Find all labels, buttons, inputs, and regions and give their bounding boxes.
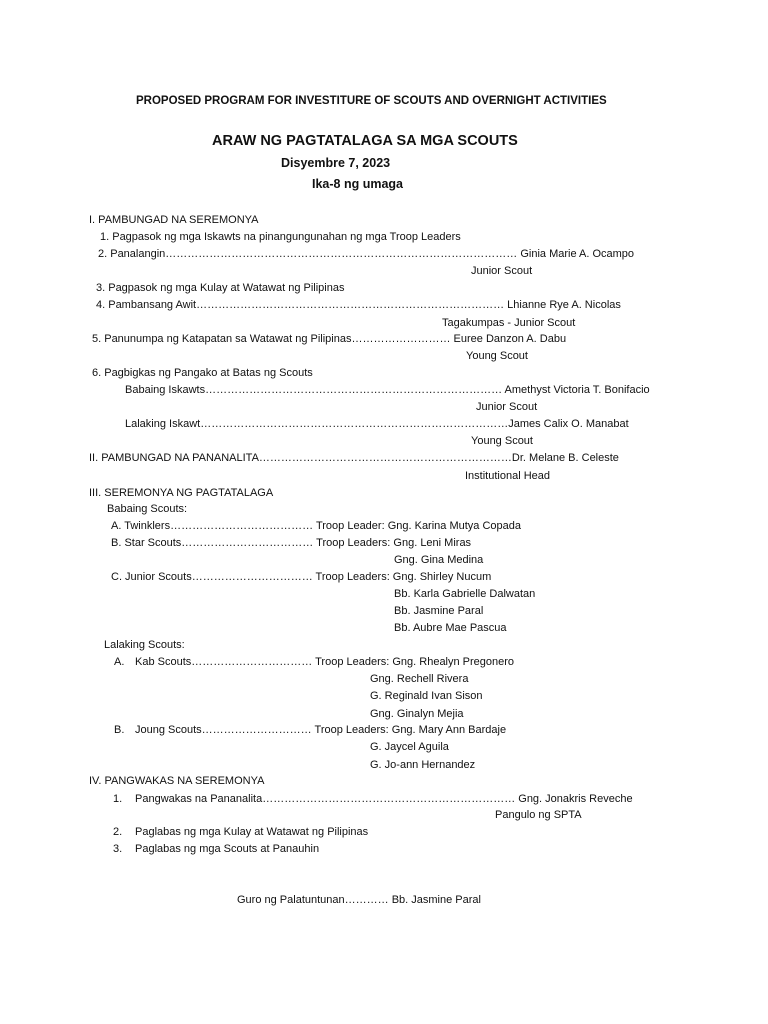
- troop-leader: Gng. Ginalyn Mejia: [370, 708, 464, 720]
- group-heading: Babaing Scouts:: [107, 503, 188, 515]
- section-3-heading: III. SEREMONYA NG PAGTATALAGA: [89, 487, 274, 499]
- troop-leader: G. Jo-ann Hernandez: [370, 759, 476, 771]
- participant-role: Tagakumpas - Junior Scout: [442, 317, 576, 329]
- program-item: 2. Panalangin…………………………………………………………………………………… Ginia Marie A. Ocampo: [98, 248, 635, 260]
- proposal-title: PROPOSED PROGRAM FOR INVESTITURE OF SCOUTS AND OVERNIGHT ACTIVITIES: [136, 95, 607, 107]
- program-item: 3. Pagpasok ng mga Kulay at Watawat ng Pilipinas: [96, 282, 345, 294]
- event-date: Disyembre 7, 2023: [281, 156, 391, 170]
- scout-group: Joung Scouts………………………… Troop Leaders: Gng. Mary Ann Bardaje: [135, 724, 507, 736]
- section-2-heading: II. PAMBUNGAD NA PANANALITA……………………………………………………………Dr. Melane B. Celeste: [89, 452, 619, 464]
- list-number: 2.: [113, 826, 123, 838]
- participant-role: Institutional Head: [465, 470, 550, 482]
- program-item: 5. Panunumpa ng Katapatan sa Watawat ng Pilipinas……………………… Euree Danzon A. Dabu: [92, 333, 567, 345]
- program-item: Pangwakas na Pananalita…………………………………………………………… Gng. Jonakris Reveche: [135, 793, 633, 805]
- event-time: Ika-8 ng umaga: [312, 177, 403, 191]
- troop-leader: G. Reginald Ivan Sison: [370, 690, 483, 702]
- participant-role: Junior Scout: [471, 265, 533, 277]
- troop-leader: Bb. Karla Gabrielle Dalwatan: [394, 588, 536, 600]
- scout-group: C. Junior Scouts…………………………… Troop Leaders: Gng. Shirley Nucum: [111, 571, 492, 583]
- group-heading: Lalaking Scouts:: [104, 639, 185, 651]
- troop-leader: Gng. Gina Medina: [394, 554, 484, 566]
- program-subitem: Lalaking Iskawt…………………………………………………………………………James Calix O. Manabat: [125, 418, 629, 430]
- participant-role: Young Scout: [471, 435, 533, 447]
- list-letter: A.: [114, 656, 125, 668]
- troop-leader: Gng. Rechell Rivera: [370, 673, 469, 685]
- program-item: 6. Pagbigkas ng Pangako at Batas ng Scouts: [92, 367, 313, 379]
- list-letter: B.: [114, 724, 125, 736]
- program-item: 4. Pambansang Awit………………………………………………………………………… Lhianne Rye A. Nicolas: [96, 299, 621, 311]
- section-1-heading: I. PAMBUNGAD NA SEREMONYA: [89, 214, 259, 226]
- section-4-heading: IV. PANGWAKAS NA SEREMONYA: [89, 775, 265, 787]
- event-title: ARAW NG PAGTATALAGA SA MGA SCOUTS: [212, 133, 518, 149]
- scout-group: Kab Scouts…………………………… Troop Leaders: Gng. Rhealyn Pregonero: [135, 656, 515, 668]
- program-item: Paglabas ng mga Scouts at Panauhin: [135, 843, 320, 855]
- troop-leader: Bb. Jasmine Paral: [394, 605, 484, 617]
- list-number: 3.: [113, 843, 123, 855]
- participant-role: Young Scout: [466, 350, 528, 362]
- program-host: Guro ng Palatuntunan………… Bb. Jasmine Paral: [237, 894, 481, 906]
- program-item: Paglabas ng mga Kulay at Watawat ng Pilipinas: [135, 826, 369, 838]
- scout-group: A. Twinklers………………………………… Troop Leader: Gng. Karina Mutya Copada: [111, 520, 521, 532]
- troop-leader: G. Jaycel Aguila: [370, 741, 449, 753]
- troop-leader: Bb. Aubre Mae Pascua: [394, 622, 507, 634]
- participant-role: Pangulo ng SPTA: [495, 809, 582, 821]
- participant-role: Junior Scout: [476, 401, 538, 413]
- list-number: 1.: [113, 793, 123, 805]
- program-subitem: Babaing Iskawts……………………………………………………………………… Amethyst Victoria T. Bonifacio: [125, 384, 650, 396]
- scout-group: B. Star Scouts……………………………… Troop Leaders: Gng. Leni Miras: [111, 537, 472, 549]
- program-item: 1. Pagpasok ng mga Iskawts na pinangungunahan ng mga Troop Leaders: [100, 231, 461, 243]
